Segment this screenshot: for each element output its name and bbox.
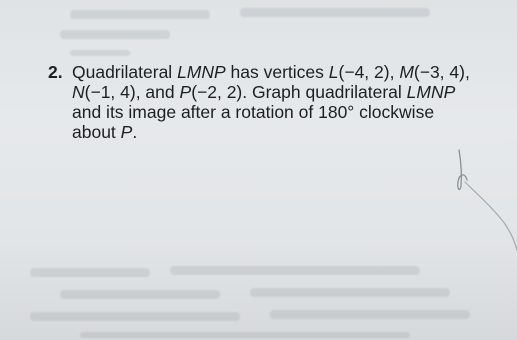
- figure-name: LMNP: [406, 82, 456, 102]
- coord-l: (−4, 2),: [338, 62, 400, 82]
- problem-text: about: [72, 122, 121, 142]
- pencil-mark-icon: [447, 130, 517, 260]
- problem-text: has vertices: [225, 62, 329, 82]
- problem-number: 2.: [48, 62, 63, 82]
- coord-n: (−1, 4), and: [84, 82, 180, 102]
- problem-text: (−2, 2). Graph quadrilateral: [191, 82, 407, 102]
- problem-text: .: [132, 122, 138, 142]
- problem-line-1: [48, 62, 468, 82]
- coord-m: (−3, 4),: [413, 62, 470, 82]
- problem-2: [48, 62, 468, 142]
- problem-line-3: and its image after a rotation of 180° clockwise: [72, 102, 435, 122]
- problem-line-4: [48, 122, 468, 142]
- problem-text: Quadrilateral: [72, 62, 178, 82]
- figure-name: LMNP: [177, 62, 226, 82]
- problem-line-2: [48, 82, 468, 102]
- vertex-p: P: [179, 82, 192, 102]
- rotation-center: P: [120, 122, 133, 142]
- vertex-n: N: [72, 82, 85, 102]
- vertex-l: L: [328, 62, 339, 82]
- vertex-m: M: [399, 62, 414, 82]
